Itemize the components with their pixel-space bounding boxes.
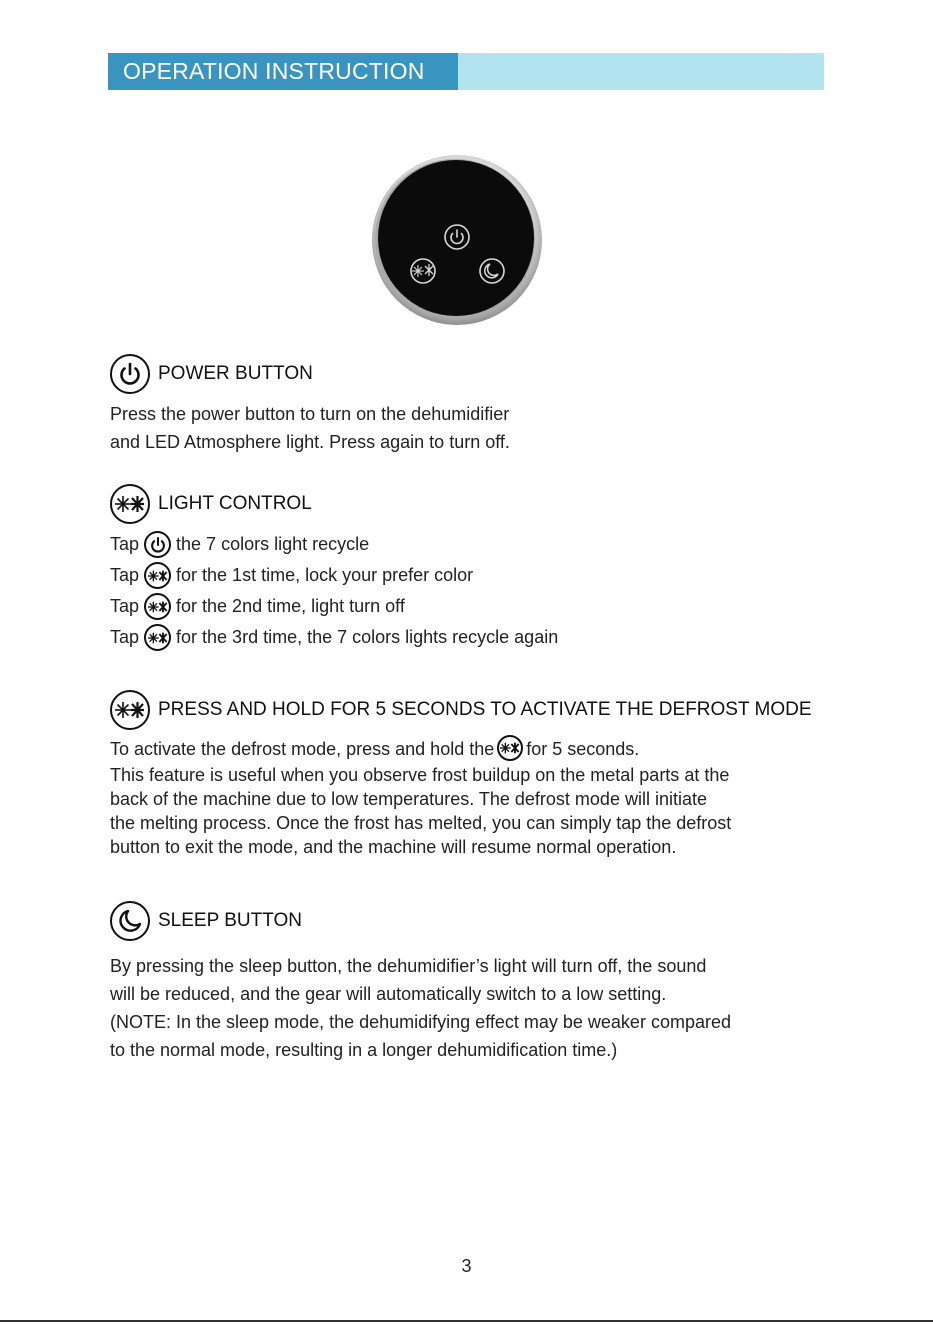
sleep-line-1: By pressing the sleep button, the dehumidifier’s light will turn off, the sound: [110, 956, 707, 976]
defrost-line-4: the melting process. Once the frost has melted, you can simply tap the defrost: [110, 813, 732, 834]
light-tap-line-2: [110, 562, 473, 589]
light-section-heading: [110, 484, 312, 524]
light-icon: [144, 624, 171, 651]
power-description: [110, 400, 510, 456]
bottom-divider: [0, 1320, 933, 1322]
light-tap-line-4: [110, 624, 558, 651]
defrost-section-title: PRESS AND HOLD FOR 5 SECONDS TO ACTIVATE THE DEFROST MODE: [158, 699, 812, 720]
power-section-heading: [110, 354, 313, 394]
tap-text: the 7 colors light recycle: [176, 534, 370, 554]
section-header-title: OPERATION INSTRUCTION: [108, 53, 458, 90]
section-header-bar: [108, 53, 824, 90]
sleep-line-2: will be reduced, and the gear will automatically switch to a low setting.: [110, 984, 667, 1004]
sleep-line-3: (NOTE: In the sleep mode, the dehumidifying effect may be weaker compared: [110, 1012, 731, 1032]
light-tap-line-3: [110, 593, 405, 620]
defrost-section-heading: [110, 690, 812, 730]
tap-text: for the 2nd time, light turn off: [176, 596, 405, 616]
tap-label: Tap: [110, 534, 140, 554]
power-line-1: Press the power button to turn on the dehumidifier: [110, 404, 510, 424]
light-icon: [110, 484, 150, 524]
power-section-title: POWER BUTTON: [158, 363, 313, 384]
control-panel-illustration: [370, 154, 544, 326]
light-icon: [110, 690, 150, 730]
power-line-2: and LED Atmosphere light. Press again to turn off.: [110, 432, 510, 452]
page-number: 3: [461, 1256, 472, 1276]
sleep-section-heading: [110, 901, 302, 941]
power-icon: [110, 354, 150, 394]
sleep-section-title: SLEEP BUTTON: [158, 910, 302, 931]
tap-label: Tap: [110, 627, 140, 647]
tap-text: for the 1st time, lock your prefer color: [176, 565, 474, 585]
defrost-line-1: [110, 737, 731, 763]
light-icon: [144, 593, 171, 620]
defrost-line-3: back of the machine due to low temperatures. The defrost mode will initiate: [110, 789, 707, 810]
defrost-description: [110, 737, 731, 859]
sleep-icon: [110, 901, 150, 941]
light-section-title: LIGHT CONTROL: [158, 493, 312, 514]
defrost-line-2: This feature is useful when you observe frost buildup on the metal parts at the: [110, 765, 730, 786]
defrost-line-1-before: To activate the defrost mode, press and hold the: [110, 739, 495, 759]
defrost-line-5: button to exit the mode, and the machine will resume normal operation.: [110, 837, 677, 858]
tap-text: for the 3rd time, the 7 colors lights recycle again: [176, 627, 559, 647]
light-tap-line-1: [110, 531, 369, 558]
tap-label: Tap: [110, 596, 140, 616]
sleep-line-4: to the normal mode, resulting in a longer dehumidification time.): [110, 1040, 618, 1060]
power-icon: [144, 531, 171, 558]
tap-label: Tap: [110, 565, 140, 585]
control-panel-svg: [370, 154, 544, 326]
sleep-description: [110, 952, 731, 1064]
light-icon: [497, 735, 523, 761]
light-icon: [144, 562, 171, 589]
defrost-line-1-after: for 5 seconds.: [526, 739, 640, 759]
